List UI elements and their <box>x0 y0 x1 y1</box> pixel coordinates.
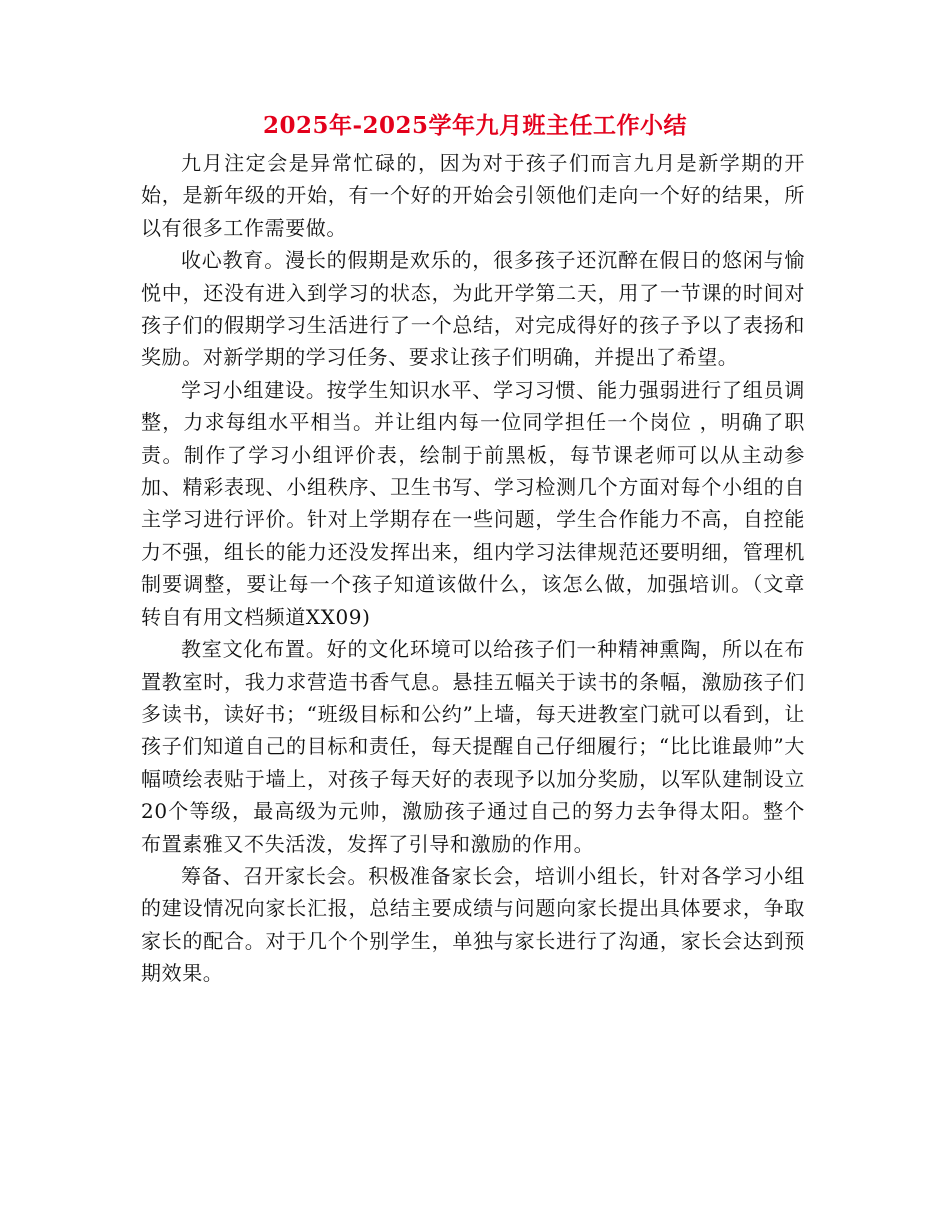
paragraph-intro: 九月注定会是异常忙碌的，因为对于孩子们而言九月是新学期的开始，是新年级的开始，有一个好的开始会引领他们走向一个好的结果，所以有很多工作需要做。 <box>141 151 805 240</box>
paragraph-classroom-culture: 教室文化布置。好的文化环境可以给孩子们一种精神熏陶，所以在布置教室时，我力求营造书香气息。悬挂五幅关于读书的条幅，激励孩子们多读书，读好书；“班级目标和公约”上墙，每天进教室门就可以看到，让孩子们知道自己的目标和责任，每天提醒自己仔细履行；“比比谁最帅”大幅喷绘表贴于墙上，对孩子每天好的表现予以加分奖励，以军队建制设立20个等级，最高级为元帅，激励孩子通过自己的努力去争得太阳。整个布置素雅又不失活泼，发挥了引导和激励的作用。 <box>141 637 805 856</box>
paragraph-mindset-education: 收心教育。漫长的假期是欢乐的，很多孩子还沉醉在假日的悠闲与愉悦中，还没有进入到学习的状态，为此开学第二天，用了一节课的时间对孩子们的假期学习生活进行了一个总结，对完成得好的孩子予以了表扬和奖励。对新学期的学习任务、要求让孩子们明确，并提出了希望。 <box>141 248 805 370</box>
document-body <box>141 147 805 990</box>
paragraph-parent-meeting: 筹备、召开家长会。积极准备家长会，培训小组长，针对各学习小组的建设情况向家长汇报，总结主要成绩与问题向家长提出具体要求，争取家长的配合。对于几个个别学生，单独与家长进行了沟通，家长会达到预期效果。 <box>141 863 805 986</box>
paragraph-study-groups: 学习小组建设。按学生知识水平、学习习惯、能力强弱进行了组员调整，力求每组水平相当。并让组内每一位同学担任一个岗位 ，明确了职责。制作了学习小组评价表，绘制于前黑板，每节课老师可以从主动参加、精彩表现、小组秩序、卫生书写、学习检测几个方面对每个小组的自主学习进行评价。针对上学期存在一些问题，学生合作能力不高，自控能力不强，组长的能力还没发挥出来，组内学习法律规范还要明细，管理机制要调整，要让每一个孩子知道该做什么，该怎么做，加强培训。（文章转自有用文档频道XX09) <box>141 377 805 629</box>
document-title: 2025年-2025学年九月班主任工作小结 <box>262 112 688 139</box>
